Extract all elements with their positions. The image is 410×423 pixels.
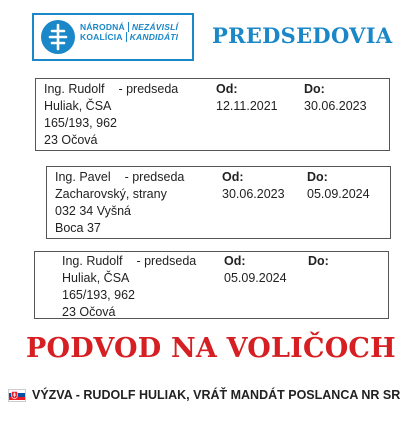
logo-line2-right: KANDIDÁTI: [126, 32, 179, 42]
chairman-address-line: 23 Očová: [62, 305, 116, 319]
chairman-address-line: 165/193, 962: [44, 116, 117, 130]
chairman-address-line: 165/193, 962: [62, 288, 135, 302]
chairman-card: [34, 251, 389, 319]
chairman-address-line: Huliak, ČSA: [44, 99, 112, 113]
to-label: Do:: [308, 254, 329, 268]
chairman-name: Ing. Rudolf: [62, 254, 123, 268]
chairman-role: - predseda: [124, 170, 185, 184]
chairman-address-line: Huliak, ČSA: [62, 271, 130, 285]
chairman-info: [55, 169, 184, 237]
party-logo-text: [80, 22, 178, 42]
from-label: Od:: [222, 170, 244, 184]
chairman-address-line: Boca 37: [55, 221, 101, 235]
chairman-name: Ing. Pavel: [55, 170, 111, 184]
logo-line2-left: KOALÍCIA: [80, 32, 123, 42]
chairman-role: - predseda: [136, 254, 197, 268]
party-logo: [32, 13, 194, 61]
to-date: 05.09.2024: [307, 187, 370, 201]
to-label: Do:: [307, 170, 328, 184]
appeal-line: [8, 388, 400, 402]
from-label: Od:: [224, 254, 246, 268]
chairman-role: - predseda: [118, 82, 179, 96]
party-logo-icon: [40, 19, 76, 55]
to-date: 30.06.2023: [304, 99, 367, 113]
chairman-card: [46, 166, 391, 239]
chairman-address-line: 23 Očová: [44, 133, 98, 147]
fraud-headline: PODVOD NA VOLIČOCH: [26, 333, 396, 364]
from-date: 30.06.2023: [222, 187, 285, 201]
from-date: 12.11.2021: [216, 99, 278, 113]
appeal-text: VÝZVA - RUDOLF HULIAK, VRÁŤ MANDÁT POSLANCA NR SR: [32, 388, 401, 402]
chairman-card: [35, 78, 390, 151]
logo-line1-left: NÁRODNÁ: [80, 22, 125, 32]
chairman-address-line: Zacharovský, strany: [55, 187, 167, 201]
chairman-address-line: 032 34 Vyšná: [55, 204, 131, 218]
page-title: PREDSEDOVIA: [212, 23, 393, 48]
from-label: Od:: [216, 82, 238, 96]
logo-line1-right: NEZÁVISLÍ: [128, 22, 178, 32]
slovak-flag-icon: [8, 389, 26, 402]
chairman-info: [62, 253, 196, 321]
chairman-name: Ing. Rudolf: [44, 82, 105, 96]
to-label: Do:: [304, 82, 325, 96]
chairman-info: [44, 81, 178, 149]
from-date: 05.09.2024: [224, 271, 287, 285]
